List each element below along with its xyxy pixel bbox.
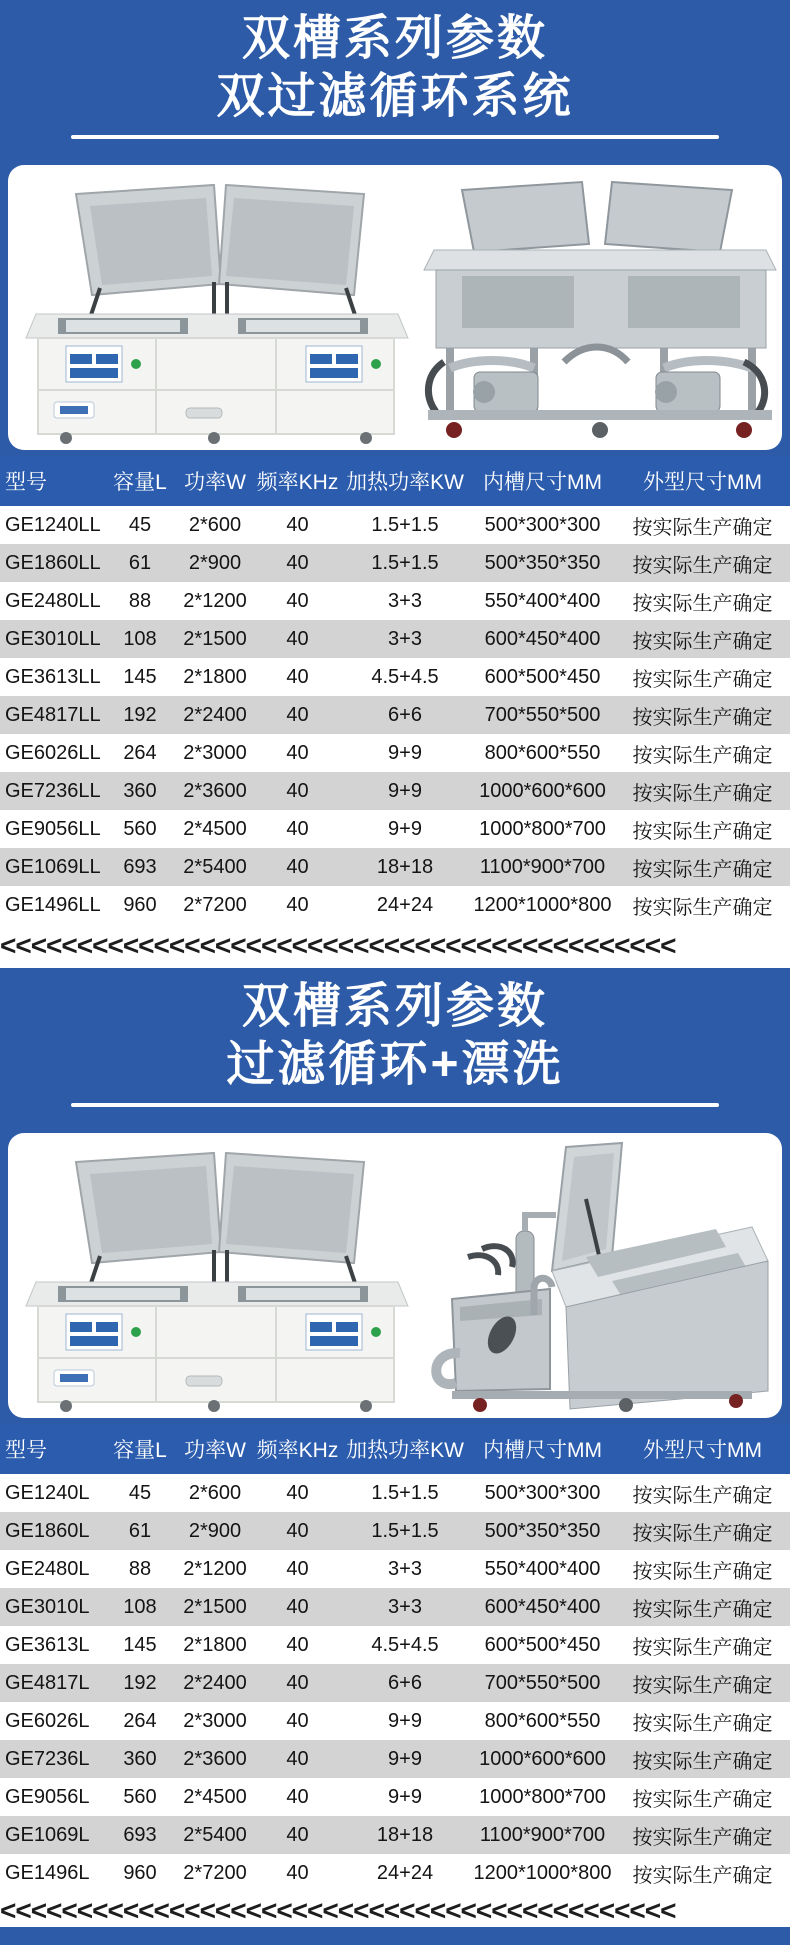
table-cell: 360 [105,772,175,810]
table-cell: 按实际生产确定 [615,620,790,658]
marquee-text: <<<<<<<<<<<<<<<<<<<<<<<<<<<<<<<<<<<<<<<<<<<< [0,1895,676,1926]
table-cell: 693 [105,1816,175,1854]
table-cell: 9+9 [340,734,470,772]
table-cell: 9+9 [340,1740,470,1778]
table-row [0,1740,790,1778]
column-header: 外型尺寸MM [615,456,790,506]
table-cell: 9+9 [340,1778,470,1816]
table-cell: 45 [105,506,175,544]
spec-table-body [0,506,790,924]
table-row [0,506,790,544]
table-cell: 40 [255,772,340,810]
table-cell: 40 [255,1816,340,1854]
table-cell: 2*1200 [175,1550,255,1588]
table-cell: 800*600*550 [470,734,615,772]
section-title-line1: 双槽系列参数 [241,12,548,65]
table-cell: 2*2400 [175,696,255,734]
table-cell: 2*4500 [175,810,255,848]
table-cell: 3+3 [340,582,470,620]
table-cell: 1000*600*600 [470,772,615,810]
table-row [0,1588,790,1626]
table-cell: 2*900 [175,544,255,582]
table-cell: 2*1500 [175,1588,255,1626]
table-cell: 9+9 [340,810,470,848]
table-cell: 40 [255,506,340,544]
divider-marquee [0,1892,790,1927]
section-banner [0,0,790,139]
column-header: 加热功率KW [340,456,470,506]
table-cell: 4.5+4.5 [340,658,470,696]
table-cell: 2*1800 [175,658,255,696]
column-header: 容量L [105,1424,175,1474]
table-cell: 40 [255,1512,340,1550]
white-machine-illustration [14,172,414,444]
product-photos-card [8,1133,782,1418]
table-cell: 6+6 [340,1664,470,1702]
table-cell: 560 [105,1778,175,1816]
table-cell: 500*300*300 [470,1474,615,1512]
table-row [0,848,790,886]
table-cell: 按实际生产确定 [615,544,790,582]
table-cell: 按实际生产确定 [615,1512,790,1550]
table-cell: GE2480LL [0,582,105,620]
table-cell: 按实际生产确定 [615,1816,790,1854]
table-cell: 600*500*450 [470,658,615,696]
table-cell: GE3613LL [0,658,105,696]
table-cell: GE1069LL [0,848,105,886]
table-cell: GE1240LL [0,506,105,544]
table-cell: 40 [255,734,340,772]
table-cell: GE1860LL [0,544,105,582]
table-cell: 88 [105,582,175,620]
table-cell: GE4817L [0,1664,105,1702]
divider-marquee [0,924,790,968]
section-title-line1: 双槽系列参数 [241,980,548,1033]
table-cell: 1.5+1.5 [340,544,470,582]
table-cell: 800*600*550 [470,1702,615,1740]
table-row [0,1854,790,1892]
table-cell: GE4817LL [0,696,105,734]
table-row [0,1702,790,1740]
section-banner [0,968,790,1107]
table-cell: 500*350*350 [470,544,615,582]
section-title-line2: 双过滤循环系统 [216,70,574,123]
table-cell: 40 [255,696,340,734]
table-cell: 2*600 [175,1474,255,1512]
table-cell: 960 [105,1854,175,1892]
table-cell: 24+24 [340,886,470,924]
table-cell: 40 [255,1588,340,1626]
table-cell: 按实际生产确定 [615,658,790,696]
table-cell: 40 [255,1474,340,1512]
table-cell: 108 [105,620,175,658]
product-photo-white-dual-tank-machine [14,172,414,444]
table-cell: 按实际生产确定 [615,1550,790,1588]
title-underline [71,1103,719,1107]
table-cell: 1000*800*700 [470,1778,615,1816]
table-row [0,1664,790,1702]
table-cell: GE9056L [0,1778,105,1816]
table-cell: 40 [255,582,340,620]
spec-table-filter-rinse [0,1424,790,1892]
title-underline [71,135,719,139]
spec-table-body [0,1474,790,1892]
table-row [0,620,790,658]
table-cell: 按实际生产确定 [615,1740,790,1778]
table-cell: 1200*1000*800 [470,1854,615,1892]
table-row [0,772,790,810]
spec-table-dual-filter [0,456,790,924]
table-cell: 2*5400 [175,848,255,886]
spec-table-header-row [0,456,790,506]
table-cell: 40 [255,886,340,924]
table-row [0,1816,790,1854]
header-row [0,1424,790,1474]
spec-table-header-row [0,1424,790,1474]
table-row [0,734,790,772]
column-header: 内槽尺寸MM [470,456,615,506]
product-photo-stainless-filtration-machine [414,172,782,444]
column-header: 功率W [175,1424,255,1474]
table-cell: GE1860L [0,1512,105,1550]
table-cell: 40 [255,658,340,696]
table-cell: 2*1200 [175,582,255,620]
table-cell: 960 [105,886,175,924]
table-cell: 1100*900*700 [470,1816,615,1854]
table-cell: 按实际生产确定 [615,696,790,734]
table-cell: GE3613L [0,1626,105,1664]
table-cell: 40 [255,848,340,886]
table-cell: 550*400*400 [470,1550,615,1588]
table-cell: GE7236LL [0,772,105,810]
table-cell: 61 [105,544,175,582]
table-cell: 2*7200 [175,1854,255,1892]
table-cell: 2*2400 [175,1664,255,1702]
table-cell: 24+24 [340,1854,470,1892]
table-cell: 按实际生产确定 [615,848,790,886]
stainless-side-machine-illustration [416,1139,776,1413]
table-cell: 192 [105,1664,175,1702]
table-cell: 264 [105,734,175,772]
table-cell: 2*5400 [175,1816,255,1854]
column-header: 频率KHz [255,1424,340,1474]
table-cell: 4.5+4.5 [340,1626,470,1664]
white-machine-illustration [14,1139,414,1413]
table-cell: 2*1800 [175,1626,255,1664]
table-cell: 192 [105,696,175,734]
table-cell: 按实际生产确定 [615,734,790,772]
table-cell: 600*500*450 [470,1626,615,1664]
table-cell: GE1240L [0,1474,105,1512]
table-cell: 按实际生产确定 [615,810,790,848]
table-cell: 按实际生产确定 [615,772,790,810]
table-cell: 按实际生产确定 [615,582,790,620]
table-cell: 40 [255,1664,340,1702]
table-row [0,696,790,734]
table-cell: 40 [255,810,340,848]
table-cell: GE7236L [0,1740,105,1778]
table-cell: 3+3 [340,620,470,658]
section-filter-circulation-rinse [0,968,790,1927]
table-cell: 按实际生产确定 [615,1588,790,1626]
table-cell: 40 [255,1626,340,1664]
header-row [0,456,790,506]
column-header: 外型尺寸MM [615,1424,790,1474]
table-row [0,582,790,620]
table-cell: 145 [105,658,175,696]
table-cell: 40 [255,1778,340,1816]
column-header: 内槽尺寸MM [470,1424,615,1474]
table-cell: 1000*600*600 [470,1740,615,1778]
table-cell: 6+6 [340,696,470,734]
table-cell: 1.5+1.5 [340,506,470,544]
table-cell: 40 [255,1550,340,1588]
table-cell: 40 [255,1740,340,1778]
table-cell: GE9056LL [0,810,105,848]
table-row [0,1550,790,1588]
table-cell: 1100*900*700 [470,848,615,886]
table-cell: 9+9 [340,772,470,810]
table-cell: 2*4500 [175,1778,255,1816]
table-cell: 9+9 [340,1702,470,1740]
column-header: 加热功率KW [340,1424,470,1474]
table-cell: 2*3600 [175,1740,255,1778]
table-row [0,544,790,582]
table-cell: 1.5+1.5 [340,1512,470,1550]
section-title-line2: 过滤循环+漂洗 [226,1038,564,1091]
table-row [0,1512,790,1550]
product-photos-card [8,165,782,450]
table-cell: 按实际生产确定 [615,1474,790,1512]
table-cell: 2*900 [175,1512,255,1550]
table-cell: GE1496LL [0,886,105,924]
table-cell: 550*400*400 [470,582,615,620]
table-cell: 2*3600 [175,772,255,810]
table-cell: GE3010L [0,1588,105,1626]
table-cell: 693 [105,848,175,886]
product-photo-white-dual-tank-machine [14,1139,414,1413]
table-cell: 360 [105,1740,175,1778]
table-cell: 2*3000 [175,734,255,772]
table-cell: 600*450*400 [470,620,615,658]
table-cell: 560 [105,810,175,848]
column-header: 功率W [175,456,255,506]
table-cell: 40 [255,620,340,658]
table-cell: 1200*1000*800 [470,886,615,924]
table-row [0,1474,790,1512]
table-cell: 145 [105,1626,175,1664]
product-photo-stainless-rinse-machine [416,1139,776,1413]
table-cell: 88 [105,1550,175,1588]
table-cell: 按实际生产确定 [615,1626,790,1664]
table-cell: GE6026L [0,1702,105,1740]
table-cell: 2*7200 [175,886,255,924]
column-header: 型号 [0,456,105,506]
table-cell: 40 [255,544,340,582]
table-cell: GE2480L [0,1550,105,1588]
table-cell: 700*550*500 [470,1664,615,1702]
column-header: 型号 [0,1424,105,1474]
table-row [0,1626,790,1664]
table-cell: 600*450*400 [470,1588,615,1626]
column-header: 容量L [105,456,175,506]
table-cell: 264 [105,1702,175,1740]
table-cell: 18+18 [340,1816,470,1854]
table-cell: GE1496L [0,1854,105,1892]
section-dual-filter-circulation [0,0,790,968]
table-row [0,810,790,848]
table-cell: 按实际生产确定 [615,1702,790,1740]
table-cell: 700*550*500 [470,696,615,734]
table-cell: 按实际生产确定 [615,1854,790,1892]
table-cell: 2*1500 [175,620,255,658]
table-cell: 45 [105,1474,175,1512]
table-cell: GE1069L [0,1816,105,1854]
table-cell: 按实际生产确定 [615,886,790,924]
table-cell: 40 [255,1854,340,1892]
table-cell: 18+18 [340,848,470,886]
table-row [0,658,790,696]
table-cell: 500*350*350 [470,1512,615,1550]
table-cell: 40 [255,1702,340,1740]
table-cell: 2*3000 [175,1702,255,1740]
table-cell: 1.5+1.5 [340,1474,470,1512]
table-cell: 3+3 [340,1588,470,1626]
table-cell: 108 [105,1588,175,1626]
table-cell: GE6026LL [0,734,105,772]
table-cell: 按实际生产确定 [615,1664,790,1702]
table-row [0,1778,790,1816]
table-cell: 500*300*300 [470,506,615,544]
table-cell: 按实际生产确定 [615,1778,790,1816]
stainless-machine-illustration [414,172,782,444]
table-cell: 1000*800*700 [470,810,615,848]
table-cell: 3+3 [340,1550,470,1588]
table-cell: 61 [105,1512,175,1550]
table-row [0,886,790,924]
table-cell: GE3010LL [0,620,105,658]
marquee-text: <<<<<<<<<<<<<<<<<<<<<<<<<<<<<<<<<<<<<<<<<<<< [0,930,676,961]
table-cell: 按实际生产确定 [615,506,790,544]
column-header: 频率KHz [255,456,340,506]
table-cell: 2*600 [175,506,255,544]
